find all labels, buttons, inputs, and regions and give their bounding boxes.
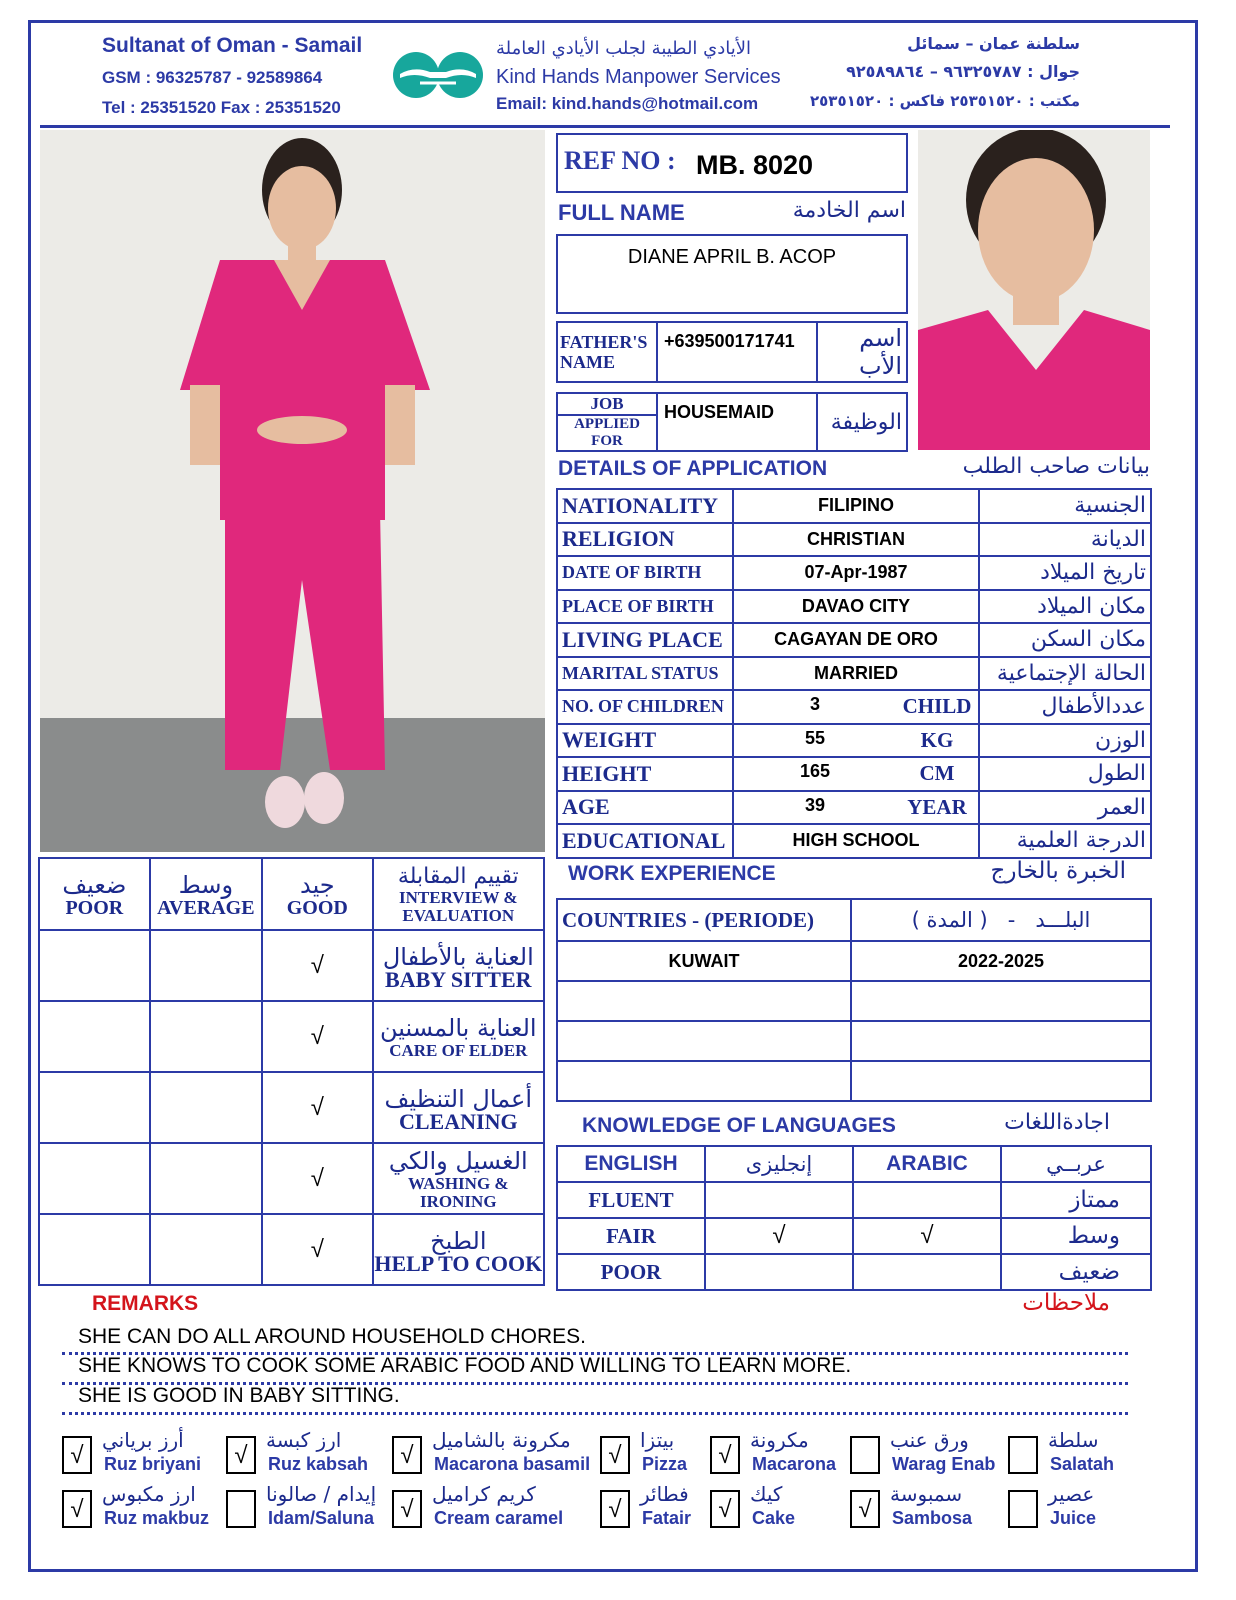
lang-english-ar: إنجليزى: [745, 1152, 813, 1176]
evaluation-skill-en: CARE OF ELDER: [389, 1040, 528, 1060]
details-label-ar: الوزن: [1095, 727, 1146, 753]
lang-level-ar: ضعيف: [1058, 1259, 1120, 1285]
food-checkbox[interactable]: √: [392, 1490, 422, 1528]
header-center-arabic: الأيادي الطيبة لجلب الأيادي العاملة: [496, 38, 752, 59]
header-right-line1: سلطنة عمان – سمائل: [907, 34, 1080, 53]
job-label-2: APPLIED FOR: [574, 416, 640, 449]
remarks-label: REMARKS: [92, 1292, 199, 1315]
food-name-en: Fatair: [642, 1508, 692, 1528]
father-value: +639500171741: [664, 331, 795, 351]
food-name-en: Cake: [752, 1508, 796, 1528]
details-value: 55: [804, 727, 826, 748]
father-label-ar: اسم الأب: [859, 324, 902, 380]
remark-divider: [62, 1412, 1128, 1415]
full-name-label: FULL NAME: [558, 200, 685, 225]
header-center-name: Kind Hands Manpower Services: [496, 66, 781, 88]
details-unit: CHILD: [902, 694, 972, 719]
evaluation-row: [39, 1001, 544, 1072]
details-label-ar: الديانة: [1090, 526, 1146, 552]
food-checkbox[interactable]: [1008, 1490, 1038, 1528]
languages-header-row: [557, 1146, 1151, 1182]
evaluation-row: [39, 1214, 544, 1285]
details-label: NATIONALITY: [562, 492, 719, 518]
full-body-photo: [40, 130, 545, 852]
remarks-label-ar: ملاحظات: [1022, 1290, 1110, 1316]
food-name-en: Sambosa: [892, 1508, 973, 1528]
evaluation-header-en: POOR: [65, 897, 124, 919]
details-label: WEIGHT: [562, 727, 657, 753]
details-label: LIVING PLACE: [562, 626, 723, 652]
food-checkbox[interactable]: [1008, 1436, 1038, 1474]
food-checkbox[interactable]: √: [710, 1490, 740, 1528]
details-label: HEIGHT: [562, 760, 652, 786]
details-row: [557, 657, 1151, 691]
food-name-en: Salatah: [1050, 1454, 1115, 1474]
details-value: FILIPINO: [818, 495, 894, 516]
header-left-line2: GSM : 96325787 - 92589864: [102, 68, 323, 87]
languages-title-ar: اجادةاللغات: [1004, 1110, 1110, 1135]
evaluation-good-mark: √: [310, 951, 324, 979]
lang-level: FAIR: [606, 1223, 656, 1248]
details-value: MARRIED: [814, 662, 898, 683]
header-divider: [40, 125, 1170, 128]
food-name-ar: ورق عنب: [890, 1428, 969, 1452]
food-checkbox[interactable]: √: [600, 1436, 630, 1474]
details-label-ar: الجنسية: [1074, 493, 1146, 519]
food-name-ar: سلطة: [1048, 1428, 1099, 1452]
details-label-ar: العمر: [1097, 794, 1146, 820]
job-label-ar: الوظيفة: [830, 409, 902, 435]
food-name-en: Warag Enab: [892, 1454, 996, 1474]
header-right-line3: مكتب : ٢٥٣٥١٥٢٠ فاكس : ٢٥٣٥١٥٢٠: [809, 92, 1080, 110]
details-value: 39: [804, 794, 826, 815]
evaluation-skill-ar: الغسيل والكي: [388, 1146, 528, 1175]
details-title-ar: بيانات صاحب الطلب: [962, 454, 1150, 479]
header-left-line1: Sultanat of Oman - Samail: [102, 34, 363, 57]
food-name-en: Ruz kabsah: [268, 1454, 369, 1474]
details-label-ar: عددالأطفال: [1041, 694, 1146, 720]
food-checkbox[interactable]: √: [62, 1436, 92, 1474]
details-row: [557, 791, 1151, 825]
evaluation-skill-ar: أعمال التنظيف: [384, 1084, 533, 1113]
father-label: FATHER'S NAME: [560, 332, 648, 372]
languages-table: [556, 1145, 1152, 1291]
details-unit: CM: [919, 761, 955, 786]
work-col-ar: البلـــد - ( المدة ): [911, 908, 1091, 932]
evaluation-good-mark: √: [310, 1235, 324, 1263]
kind-hands-logo: [390, 50, 486, 100]
evaluation-good-mark: √: [310, 1022, 324, 1050]
food-name-en: Cream caramel: [434, 1508, 564, 1528]
food-name-ar: أرز برياني: [102, 1428, 184, 1452]
food-name-en: Ruz makbuz: [104, 1508, 210, 1528]
food-name-ar: كريم كراميل: [432, 1482, 536, 1506]
details-title: DETAILS OF APPLICATION: [558, 457, 828, 480]
details-label-ar: الحالة الإجتماعية: [996, 660, 1146, 686]
details-value: CAGAYAN DE ORO: [774, 629, 938, 650]
full-name-value: DIANE APRIL B. ACOP: [627, 246, 837, 268]
evaluation-skill-en: BABY SITTER: [385, 966, 532, 992]
food-name-ar: كيك: [750, 1482, 783, 1506]
food-checkbox[interactable]: √: [226, 1436, 256, 1474]
food-name-ar: ارز كبسة: [266, 1428, 342, 1452]
work-title: WORK EXPERIENCE: [568, 862, 776, 885]
ref-number: MB. 8020: [696, 150, 814, 180]
evaluation-header-ar: وسط: [178, 871, 234, 899]
languages-row: [557, 1182, 1151, 1218]
evaluation-table: [38, 857, 545, 1286]
food-checkbox[interactable]: √: [62, 1490, 92, 1528]
food-name-ar: ارز مكبوس: [102, 1482, 196, 1506]
details-label: DATE OF BIRTH: [562, 562, 702, 583]
details-unit: KG: [920, 727, 954, 752]
evaluation-header-en: AVERAGE: [157, 897, 255, 919]
job-table: [556, 392, 908, 452]
ref-label: REF NO :: [564, 146, 676, 175]
lang-level: FLUENT: [588, 1187, 674, 1212]
lang-level: POOR: [600, 1259, 662, 1284]
work-title-ar: الخبرة بالخارج: [990, 858, 1126, 884]
header-left-line3: Tel : 25351520 Fax : 25351520: [102, 98, 341, 117]
details-label: PLACE OF BIRTH: [562, 595, 714, 616]
work-country: KUWAIT: [668, 950, 740, 971]
details-label: RELIGION: [562, 526, 675, 552]
evaluation-header-en: GOOD: [286, 897, 348, 919]
details-value: 165: [799, 761, 831, 782]
work-row: [557, 941, 1151, 981]
evaluation-row: [39, 1143, 544, 1214]
food-checkbox[interactable]: √: [850, 1490, 880, 1528]
details-value: 07-Apr-1987: [804, 562, 908, 583]
lang-level-ar: ممتاز: [1069, 1187, 1120, 1213]
evaluation-good-mark: √: [310, 1164, 324, 1192]
languages-row: [557, 1254, 1151, 1290]
remark-line-3: SHE IS GOOD IN BABY SITTING.: [78, 1384, 400, 1407]
evaluation-skill-en: CLEANING: [399, 1108, 518, 1134]
food-name-ar: عصير: [1048, 1482, 1095, 1506]
work-table: [556, 898, 1152, 1102]
food-checkbox[interactable]: √: [710, 1436, 740, 1474]
food-name-en: Juice: [1050, 1508, 1097, 1528]
food-name-ar: فطائر: [640, 1482, 689, 1506]
evaluation-skill-en: WASHING & IRONING: [407, 1173, 509, 1211]
evaluation-header-row: [39, 858, 544, 930]
remark-line-2: SHE KNOWS TO COOK SOME ARABIC FOOD AND WILLING TO LEARN MORE.: [78, 1354, 852, 1377]
job-label-1: JOB: [558, 394, 656, 416]
evaluation-skill-ar: الطبخ: [430, 1226, 487, 1255]
work-row: [557, 1061, 1151, 1101]
details-row: [557, 824, 1151, 858]
lang-arabic-ar: عربــي: [1046, 1152, 1106, 1176]
header-email: Email: kind.hands@hotmail.com: [496, 94, 759, 113]
details-label-ar: مكان الميلاد: [1037, 593, 1146, 619]
food-name-en: Macarona: [752, 1454, 837, 1474]
details-row: [557, 590, 1151, 624]
evaluation-skill-ar: العناية بالمسنين: [379, 1013, 537, 1042]
evaluation-header-ar: جيد: [299, 871, 335, 899]
lang-english: ENGLISH: [584, 1152, 678, 1175]
portrait-photo: [918, 130, 1150, 450]
food-name-en: Idam/Saluna: [268, 1508, 375, 1528]
details-label-ar: تاريخ الميلاد: [1040, 560, 1146, 586]
evaluation-header-en: INTERVIEW & EVALUATION: [399, 887, 518, 925]
evaluation-skill-ar: العناية بالأطفال: [382, 942, 534, 971]
evaluation-row: [39, 1072, 544, 1143]
food-name-ar: سمبوسة: [890, 1482, 963, 1506]
details-label: NO. OF CHILDREN: [562, 696, 724, 717]
details-label: AGE: [562, 794, 610, 820]
details-label: EDUCATIONAL: [562, 827, 726, 853]
details-label: MARITAL STATUS: [562, 662, 719, 683]
food-name-ar: مكرونة بالشاميل: [432, 1428, 571, 1452]
work-header-row: [557, 899, 1151, 941]
details-row: [557, 523, 1151, 557]
evaluation-header-ar: ضعيف: [62, 871, 127, 899]
work-row: [557, 1021, 1151, 1061]
details-row: [557, 690, 1151, 724]
evaluation-header-ar: تقييم المقابلة: [397, 863, 519, 889]
food-name-ar: إيدام / صالونا: [266, 1482, 377, 1506]
food-name-ar: مكرونة: [750, 1428, 809, 1452]
food-name-en: Macarona basamil: [434, 1454, 591, 1474]
work-col-countries: COUNTRIES - (PERIODE): [562, 907, 815, 932]
father-table: [556, 321, 908, 383]
details-label-ar: مكان السكن: [1030, 627, 1146, 653]
details-row: [557, 489, 1151, 523]
details-value: HIGH SCHOOL: [792, 830, 920, 851]
details-label-ar: الدرجة العلمية: [1016, 828, 1146, 854]
remark-line-1: SHE CAN DO ALL AROUND HOUSEHOLD CHORES.: [78, 1325, 586, 1348]
details-value: CHRISTIAN: [807, 528, 905, 549]
food-checkbox[interactable]: [850, 1436, 880, 1474]
languages-title: KNOWLEDGE OF LANGUAGES: [582, 1114, 896, 1137]
evaluation-skill-en: HELP TO COOK: [374, 1250, 543, 1276]
food-name-ar: بيتزا: [640, 1428, 675, 1452]
work-row: [557, 981, 1151, 1021]
food-checkbox[interactable]: √: [392, 1436, 422, 1474]
details-row: [557, 556, 1151, 590]
lang-level-ar: وسط: [1067, 1223, 1120, 1249]
details-label-ar: الطول: [1087, 761, 1146, 787]
food-checkbox[interactable]: √: [600, 1490, 630, 1528]
lang-english-mark: √: [772, 1222, 786, 1249]
food-checkbox[interactable]: [226, 1490, 256, 1528]
header-right-line2: جوال : ٩٦٣٢٥٧٨٧ – ٩٢٥٨٩٨٦٤: [846, 62, 1080, 81]
details-row: [557, 757, 1151, 791]
details-value: DAVAO CITY: [801, 595, 911, 616]
lang-arabic-mark: √: [920, 1222, 934, 1249]
food-name-en: Ruz briyani: [104, 1454, 202, 1474]
full-name-label-ar: اسم الخادمة: [792, 198, 906, 223]
details-row: [557, 623, 1151, 657]
evaluation-good-mark: √: [310, 1093, 324, 1121]
work-period: 2022-2025: [957, 950, 1045, 971]
details-table: [556, 488, 1152, 859]
details-unit: YEAR: [907, 794, 967, 819]
details-value: 3: [809, 694, 820, 715]
lang-arabic: ARABIC: [886, 1152, 968, 1175]
details-row: [557, 724, 1151, 758]
languages-row: [557, 1218, 1151, 1254]
food-name-en: Pizza: [642, 1454, 688, 1474]
job-value: HOUSEMAID: [664, 402, 775, 422]
evaluation-row: [39, 930, 544, 1001]
